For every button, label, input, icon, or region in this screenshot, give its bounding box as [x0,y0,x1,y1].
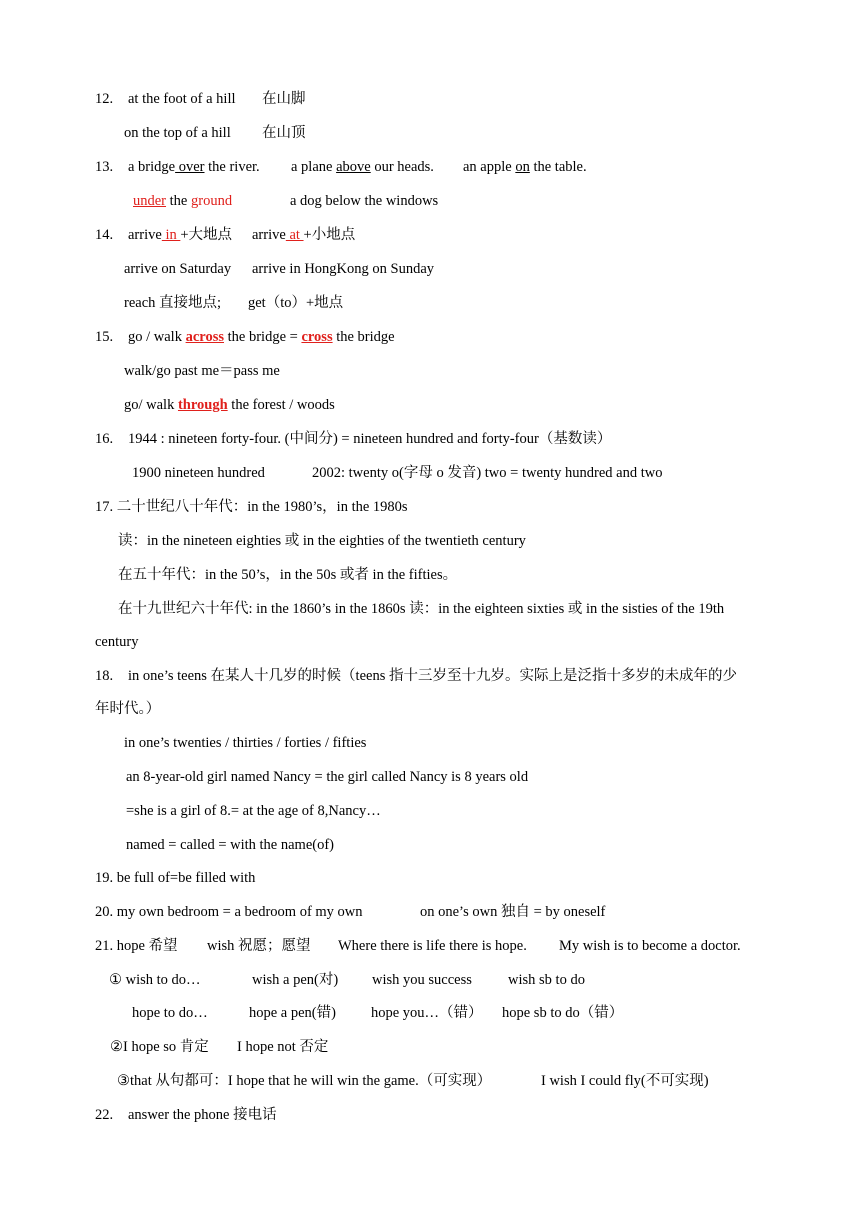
text: +小地点 [303,227,356,243]
item-12-phrase-foot-cn: 在山脚 [262,91,306,107]
item-18-teens-continuation: 年时代。） [95,701,161,717]
text: the forest / woods [227,397,335,413]
item-21-hope-not: I hope not 否定 [237,1039,329,1055]
item-21-wish-to-do: ① wish to do… [109,972,201,988]
item-12-phrase-top-cn: 在山顶 [262,125,306,141]
red-word: ground [190,193,233,209]
item-14-get-to: get（to）+地点 [248,295,344,311]
item-21-wish-you-success: wish you success [372,972,472,988]
item-14-arrive-in-example: arrive in HongKong on Sunday [252,261,435,277]
item-21-hope-a-pen: hope a pen(错) [249,1005,336,1021]
text: an apple [463,159,516,175]
item-16-number: 16. [95,431,114,447]
item-15-number: 15. [95,329,114,345]
item-21-that-clause: ③that 从句都可：I hope that he will win the game.（可实现） [117,1073,492,1089]
item-17-heading: 17. 二十世纪八十年代：in the 1980’s，in the 1980s [95,499,408,515]
underlined-red-preposition: at [285,227,304,243]
underlined-preposition: on [515,159,530,175]
item-16-year-2002: 2002: twenty o(字母 o 发音) two = twenty hundred and two [312,465,663,481]
bold-red-keyword: across [185,329,224,345]
text: arrive [252,227,286,243]
text: go/ walk [124,397,178,413]
item-21-wish: wish 祝愿；愿望 [207,938,311,954]
bold-red-keyword: cross [301,329,333,345]
item-18-teens: in one’s teens 在某人十几岁的时候（teens 指十三岁至十九岁。实际上是泛指十多岁的未成年的少 [128,668,737,684]
item-13-example-over [128,158,260,176]
item-21-wish-sb-to-do: wish sb to do [508,972,585,988]
item-22-number: 22. [95,1107,114,1123]
item-21-proverb: Where there is life there is hope. [338,938,527,954]
item-17-1860s: 在十九世纪六十年代: in the 1860’s in the 1860s 读：in the eighteen sixties 或 in the sisties of the 19th [118,601,725,617]
item-14-arrive-at [252,226,355,244]
item-14-arrive-in [128,226,232,244]
item-13-number: 13. [95,159,114,175]
text: arrive [128,227,162,243]
item-17-continuation: century [95,634,139,650]
underlined-preposition: over [175,159,205,175]
item-12-phrase-foot: at the foot of a hill [128,91,236,107]
text: +大地点 [180,227,233,243]
item-21-my-wish: My wish is to become a doctor. [559,938,741,954]
item-18-decades: in one’s twenties / thirties / forties / fifties [124,735,367,751]
item-22-answer-phone: answer the phone 接电话 [128,1107,277,1123]
item-13-example-below: a dog below the windows [290,193,439,209]
text: go / walk [128,329,186,345]
item-16-year-1944: 1944 : nineteen forty-four. (中间分) = nineteen hundred and forty-four（基数读） [128,431,612,447]
item-17-fifties: 在五十年代：in the 50’s，in the 50s 或者 in the fifties。 [118,567,458,583]
item-18-number: 18. [95,668,114,684]
item-12-phrase-top: on the top of a hill [124,125,231,141]
text: a bridge [128,159,176,175]
text: the bridge [332,329,395,345]
text: the table. [529,159,587,175]
text: our heads. [370,159,434,175]
text: the [166,193,191,209]
item-18-named-nancy: an 8-year-old girl named Nancy = the girl called Nancy is 8 years old [126,769,529,785]
item-18-girl-of-8: =she is a girl of 8.= at the age of 8,Nancy… [126,803,381,819]
item-19: 19. be full of=be filled with [95,870,256,886]
text: the river. [204,159,260,175]
item-21-hope-sb-to-do: hope sb to do（错） [502,1005,624,1021]
item-21-hope-so: ②I hope so 肯定 [110,1039,209,1055]
item-13-example-above [291,158,434,176]
item-14-reach: reach 直接地点; [124,295,222,311]
item-13-example-on [463,158,587,176]
underlined-preposition: above [336,159,371,175]
item-13-example-under [133,192,232,210]
item-14-arrive-on: arrive on Saturday [124,261,232,277]
item-21-wish-could-fly: I wish I could fly(不可实现) [541,1073,709,1089]
item-21-hope-to-do: hope to do… [132,1005,208,1021]
item-14-number: 14. [95,227,114,243]
item-15-through [124,396,335,414]
item-18-named-called: named = called = with the name(of) [126,837,334,853]
item-20-on-ones-own: on one’s own 独自 = by oneself [420,904,606,920]
item-15-past: walk/go past me＝pass me [124,363,280,379]
item-16-year-1900: 1900 nineteen hundred [132,465,265,481]
bold-red-keyword: through [177,397,228,413]
underlined-red-preposition: under [133,193,167,209]
item-12-number: 12. [95,91,114,107]
item-21-hope: 21. hope 希望 [95,938,178,954]
text: the bridge = [224,329,302,345]
underlined-red-preposition: in [161,227,181,243]
item-20-own-bedroom: 20. my own bedroom = a bedroom of my own [95,904,363,920]
item-17-reading: 读：in the nineteen eighties 或 in the eighties of the twentieth century [118,533,526,549]
item-15-across [128,328,395,346]
text: a plane [291,159,337,175]
item-21-hope-you: hope you…（错） [371,1005,483,1021]
item-21-wish-a-pen: wish a pen(对) [252,972,339,988]
